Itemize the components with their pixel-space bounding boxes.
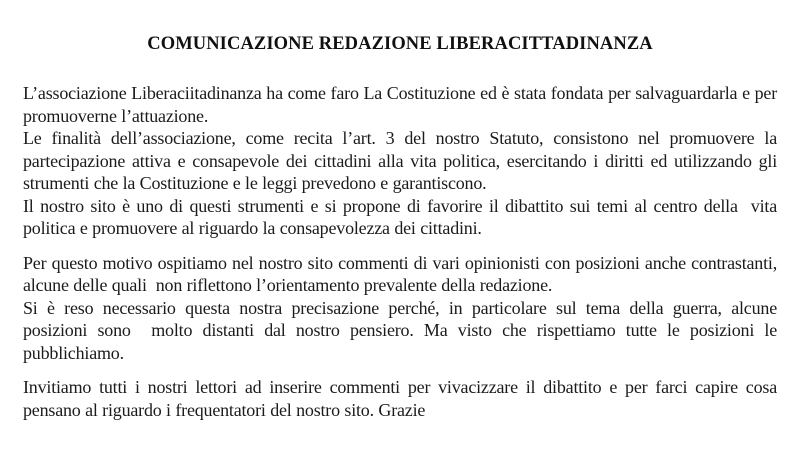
paragraph: Per questo motivo ospitiamo nel nostro sito commenti di vari opinionisti con posizioni anche contrastanti, alcune delle quali non riflettono l’orientamento prevalente della redazione. [23, 252, 782, 295]
paragraph: Si è reso necessario questa nostra precisazione perché, in particolare sul tema della guerra, alcune posizioni sono molto distanti dal nostro pensiero. Ma visto che rispettiamo tutte le posizioni le pubblichiamo. [23, 297, 782, 363]
document-title: COMUNICAZIONE REDAZIONE LIBERACITTADINANZA [147, 34, 653, 54]
paragraph: Il nostro sito è uno di questi strumenti e si propone di favorire il dibattito sui temi al centro della vita politica e promuovere al riguardo la consapevolezza dei cittadini. [23, 195, 782, 238]
paragraph-block-intro [23, 82, 782, 240]
paragraph: Le finalità dell’associazione, come recita l’art. 3 del nostro Statuto, consistono nel promuovere la partecipazione attiva e consapevole dei cittadini alla vita politica, esercitando i diritti ed utilizzando gli strumenti che la Costituzione e le leggi prevedono e garantiscono. [23, 128, 782, 193]
paragraph: L’associazione Liberaciitadinanza ha come faro La Costituzione ed è stata fondata per salvaguardarla e per promuoverne l’attuazione. [23, 83, 782, 126]
paragraph-block-precisazione [23, 252, 782, 365]
paragraph: Invitiamo tutti i nostri lettori ad inserire commenti per vivacizzare il dibattito e per farci capire cosa pensano al riguardo i frequentatori del nostro sito. Grazie [23, 377, 782, 420]
paragraph-block-invito [23, 376, 782, 421]
